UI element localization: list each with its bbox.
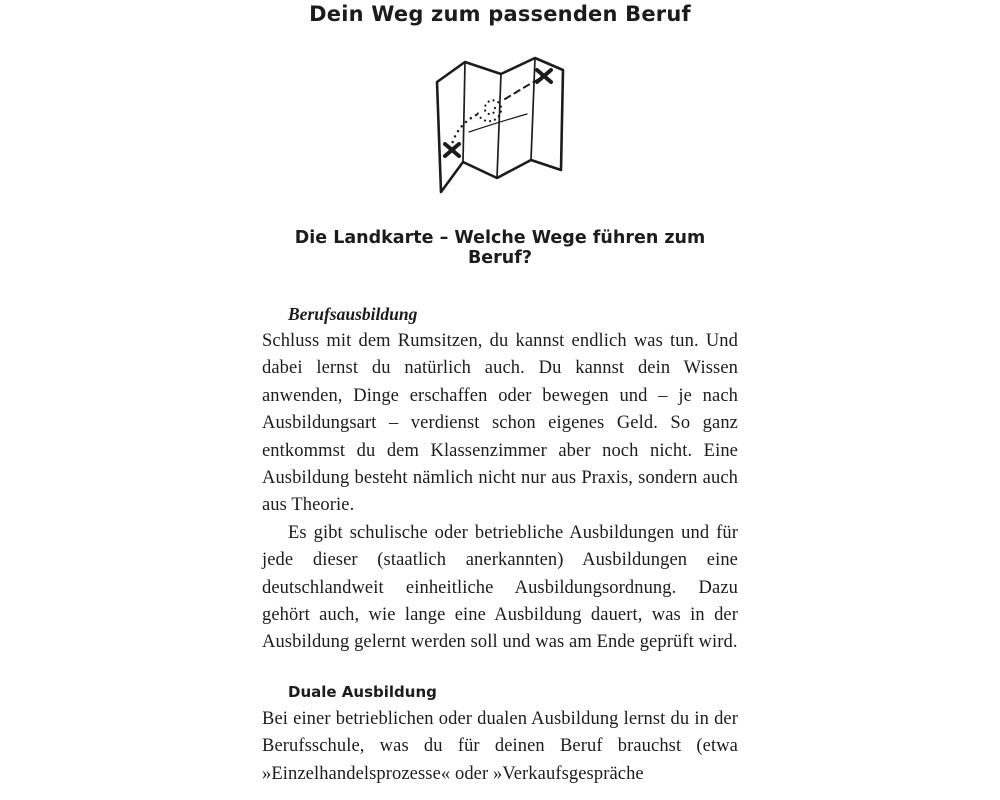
heading-berufsausbildung: Berufsausbildung bbox=[288, 304, 418, 324]
paragraph-berufsausbildung-1: Schluss mit dem Rumsitzen, du kannst endlich was tun. Und dabei lernst du natürlich auch. Du kannst dein Wissen anwenden, Dinge erschaffen oder bewegen und – je nach Ausbildungsart – verdienst schon eigenes Geld. So ganz entkommst du dem Klassenzimmer aber noch nicht. Eine Ausbildung besteht nämlich nicht nur aus Praxis, sondern auch aus Theorie. bbox=[262, 331, 738, 516]
page-title: Dein Weg zum passenden Beruf bbox=[309, 2, 691, 26]
heading-duale-ausbildung: Duale Ausbildung bbox=[288, 682, 437, 701]
paragraph-duale-ausbildung-1: Bei einer betrieblichen oder dualen Ausbildung lernst du in der Berufsschule, was du für deinen Beruf brauchst (etwa »Einzelhandelsprozesse« oder »Verkaufsgespräche bbox=[262, 708, 738, 784]
map-illustration bbox=[262, 50, 738, 202]
folded-map-icon bbox=[421, 50, 579, 202]
section-subtitle: Die Landkarte – Welche Wege führen zum Beruf? bbox=[294, 228, 706, 268]
book-page bbox=[262, 0, 738, 788]
paragraph-berufsausbildung-2: Es gibt schulische oder betriebliche Ausbildungen und für jede dieser (staatlich anerkannten) Ausbildungen eine deutschlandweit einheitliche Ausbildungsordnung. Dazu gehört auch, wie lange eine Ausbildung dauert, was in der Ausbildung gelernt werden soll und was am Ende geprüft wird. bbox=[262, 522, 738, 653]
